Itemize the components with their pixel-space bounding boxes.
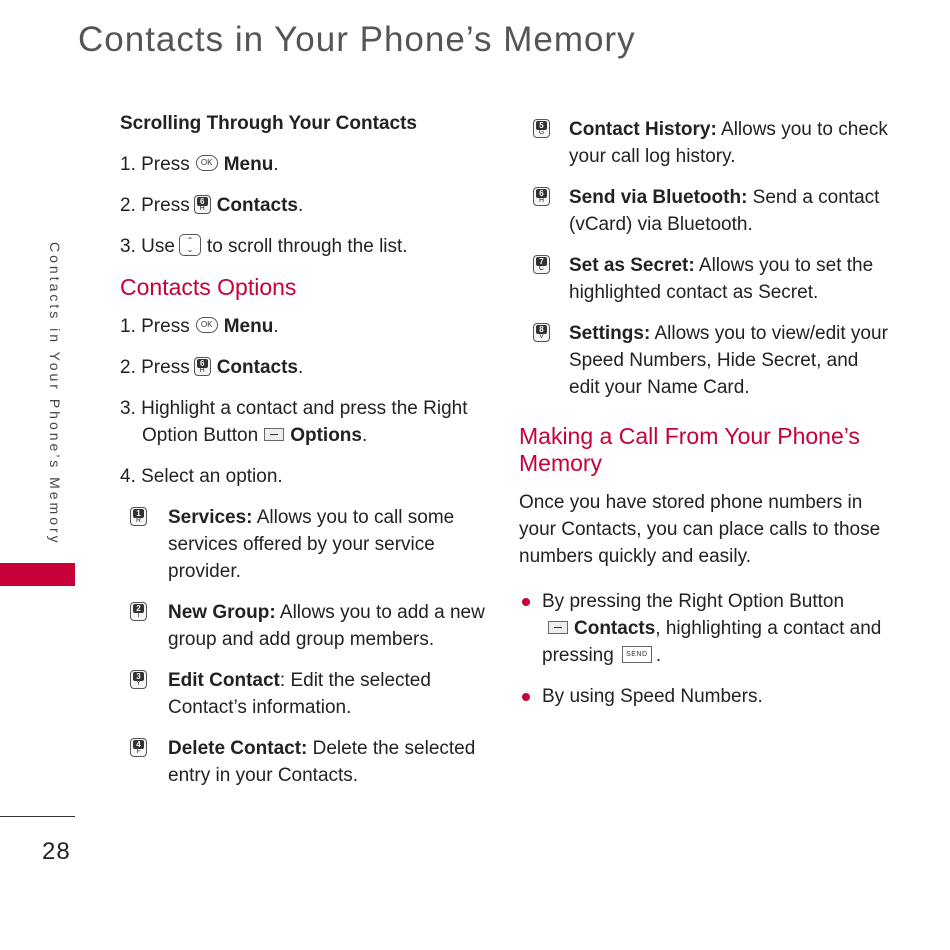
side-accent-bar xyxy=(0,563,75,586)
option-delete-contact: 4 F Delete Contact: Delete the selected entry in your Contacts. xyxy=(120,735,490,789)
side-tab-label: Contacts in Your Phone’s Memory xyxy=(47,242,63,546)
option-settings: 8 V Settings: Allows you to view/edit your Speed Numbers, Hide Secret, and edit your Name Card. xyxy=(519,320,889,401)
key-3-icon: 3 Y xyxy=(130,670,147,689)
key-6-icon: 6 H xyxy=(533,187,550,206)
making-call-bullet-2: By using Speed Numbers. xyxy=(519,683,889,710)
key-6-icon: 6 H xyxy=(194,357,211,376)
side-tab xyxy=(35,242,75,562)
bullet-dot-icon xyxy=(522,598,530,606)
option-services: 1 R Services: Allows you to call some services offered by your service provider. xyxy=(120,504,490,585)
scrolling-step-1: 1. Press OK Menu. xyxy=(120,154,279,175)
page-title: Contacts in Your Phone’s Memory xyxy=(78,20,636,59)
key-5-icon: 5 G xyxy=(533,119,550,138)
scrolling-step-3: 3. Use ⌃ ⌄ to scroll through the list. xyxy=(120,236,408,257)
options-step-1: 1. Press OK Menu. xyxy=(120,316,279,337)
send-key-icon: SEND xyxy=(622,646,652,663)
bullet-dot-icon xyxy=(522,693,530,701)
key-1-icon: 1 R xyxy=(130,507,147,526)
ok-key-icon: OK xyxy=(196,317,218,333)
scrolling-step-2: 2. Press 6 H Contacts. xyxy=(120,195,304,216)
right-soft-key-icon xyxy=(548,621,568,634)
option-send-via-bluetooth: 6 H Send via Bluetooth: Send a contact (vCard) via Bluetooth. xyxy=(519,184,889,238)
option-new-group: 2 T New Group: Allows you to add a new group and add group members. xyxy=(120,599,490,653)
right-column xyxy=(519,116,889,724)
key-8-icon: 8 V xyxy=(533,323,550,342)
key-7-icon: 7 C xyxy=(533,255,550,274)
options-step-4: 4. Select an option. xyxy=(120,466,283,487)
footer-rule xyxy=(0,816,75,817)
options-step-3: 3. Highlight a contact and press the Right Option Button Options. xyxy=(120,398,468,446)
key-2-icon: 2 T xyxy=(130,602,147,621)
contacts-options-heading: Contacts Options xyxy=(120,274,297,300)
left-column xyxy=(120,110,490,803)
right-soft-key-icon xyxy=(264,428,284,441)
page-number: 28 xyxy=(42,838,71,865)
scrolling-heading: Scrolling Through Your Contacts xyxy=(120,113,417,134)
options-step-2: 2. Press 6 H Contacts. xyxy=(120,357,304,378)
making-call-intro: Once you have stored phone numbers in your Contacts, you can place calls to those numbers quickly and easily. xyxy=(519,492,881,567)
option-contact-history: 5 G Contact History: Allows you to check your call log history. xyxy=(519,116,889,170)
making-call-heading: Making a Call From Your Phone’s Memory xyxy=(519,423,860,476)
key-6-icon: 6 H xyxy=(194,195,211,214)
option-set-as-secret: 7 C Set as Secret: Allows you to set the highlighted contact as Secret. xyxy=(519,252,889,306)
option-edit-contact: 3 Y Edit Contact: Edit the selected Contact’s information. xyxy=(120,667,490,721)
making-call-bullet-1: By pressing the Right Option Button Contacts, highlighting a contact and pressing SEND . xyxy=(519,588,889,669)
navigation-key-icon: ⌃ ⌄ xyxy=(179,234,201,256)
key-4-icon: 4 F xyxy=(130,738,147,757)
ok-key-icon: OK xyxy=(196,155,218,171)
